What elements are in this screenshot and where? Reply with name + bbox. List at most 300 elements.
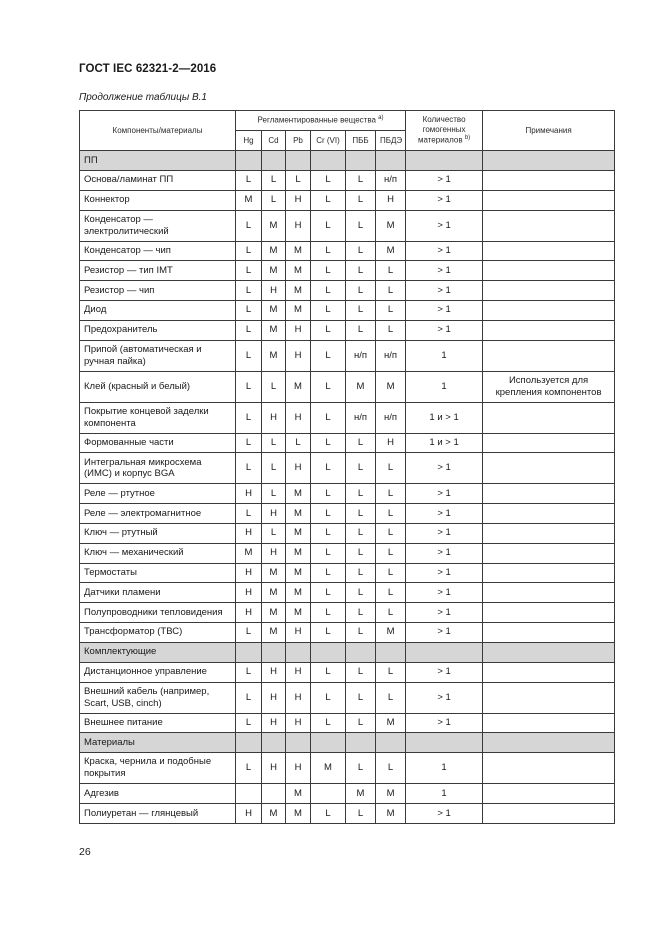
table-row — [80, 453, 615, 484]
component-name: Дистанционное управление — [80, 662, 236, 682]
table-row — [80, 713, 615, 733]
substance-value: M — [376, 371, 406, 402]
row-note — [483, 281, 615, 301]
row-note — [483, 682, 615, 713]
header-substance: ПБДЭ — [376, 131, 406, 151]
substance-value: H — [286, 190, 311, 210]
substance-value: L — [236, 371, 262, 402]
header-quantity-line2: гомогенных — [422, 125, 466, 135]
material-count: > 1 — [406, 453, 483, 484]
component-name: Полупроводники тепловидения — [80, 603, 236, 623]
substance-value: L — [311, 261, 346, 281]
substance-value: L — [311, 583, 346, 603]
header-quantity-line1: Количество — [422, 115, 466, 125]
table-row — [80, 281, 615, 301]
material-count: > 1 — [406, 583, 483, 603]
substance-value: H — [262, 504, 286, 524]
material-count: > 1 — [406, 603, 483, 623]
component-name: Датчики пламени — [80, 583, 236, 603]
substance-value: H — [262, 682, 286, 713]
substance-value: L — [311, 402, 346, 433]
substance-value: M — [286, 603, 311, 623]
substance-value: H — [236, 484, 262, 504]
substance-value: L — [376, 563, 406, 583]
substance-value: M — [346, 784, 376, 804]
substance-value: H — [376, 433, 406, 453]
section-blank-cell — [346, 151, 376, 171]
substance-value: L — [346, 543, 376, 563]
row-note — [483, 504, 615, 524]
substance-value: L — [236, 340, 262, 371]
component-name: Коннектор — [80, 190, 236, 210]
row-note — [483, 171, 615, 191]
component-name: Предохранитель — [80, 320, 236, 340]
substance-value: H — [286, 453, 311, 484]
row-note — [483, 523, 615, 543]
section-blank-cell — [286, 151, 311, 171]
material-count: > 1 — [406, 241, 483, 261]
substance-value: L — [311, 371, 346, 402]
section-blank-cell — [236, 151, 262, 171]
substance-value: L — [236, 402, 262, 433]
section-blank-cell — [311, 642, 346, 662]
substance-value: L — [376, 484, 406, 504]
substance-value: M — [286, 504, 311, 524]
substance-value: L — [376, 453, 406, 484]
substance-value: M — [262, 241, 286, 261]
substance-value: L — [236, 713, 262, 733]
substance-value: H — [286, 340, 311, 371]
section-blank-cell — [376, 642, 406, 662]
substance-value: L — [346, 171, 376, 191]
material-count: > 1 — [406, 804, 483, 824]
table-row — [80, 402, 615, 433]
material-count: 1 и > 1 — [406, 433, 483, 453]
section-blank-cell — [262, 151, 286, 171]
component-name: Припой (автоматическая и ручная пайка) — [80, 340, 236, 371]
substance-value: L — [346, 320, 376, 340]
header-regulated — [236, 111, 406, 131]
component-name: Реле — электромагнитное — [80, 504, 236, 524]
row-note — [483, 713, 615, 733]
substance-value: L — [236, 210, 262, 241]
substance-value: L — [376, 543, 406, 563]
substance-value: M — [311, 753, 346, 784]
table-row — [80, 241, 615, 261]
table-row — [80, 603, 615, 623]
substance-value: H — [286, 622, 311, 642]
substance-value: L — [346, 523, 376, 543]
substance-value: M — [286, 804, 311, 824]
header-regulated-note: a) — [378, 115, 384, 122]
row-note — [483, 543, 615, 563]
section-title: ПП — [80, 151, 236, 171]
material-count: > 1 — [406, 504, 483, 524]
substance-value: L — [346, 261, 376, 281]
substance-value: L — [346, 241, 376, 261]
component-name: Реле — ртутное — [80, 484, 236, 504]
material-count: > 1 — [406, 622, 483, 642]
substance-value: M — [376, 210, 406, 241]
substance-value: L — [311, 504, 346, 524]
substance-value: M — [262, 563, 286, 583]
section-blank-cell — [262, 733, 286, 753]
table-caption: Продолжение таблицы В.1 — [79, 92, 207, 103]
component-name: Ключ — ртутный — [80, 523, 236, 543]
row-note — [483, 662, 615, 682]
substance-value: L — [262, 523, 286, 543]
table-row — [80, 190, 615, 210]
section-blank-cell — [236, 733, 262, 753]
substance-value: L — [346, 682, 376, 713]
section-blank-cell — [311, 733, 346, 753]
substance-value: M — [286, 484, 311, 504]
material-count: 1 — [406, 340, 483, 371]
substance-value: H — [286, 713, 311, 733]
row-note — [483, 784, 615, 804]
row-note — [483, 241, 615, 261]
substance-value: H — [236, 563, 262, 583]
substance-value: L — [311, 300, 346, 320]
material-count: 1 — [406, 784, 483, 804]
header-substance: Hg — [236, 131, 262, 151]
table-row — [80, 261, 615, 281]
substance-value: н/п — [376, 171, 406, 191]
component-name: Ключ — механический — [80, 543, 236, 563]
substance-value: M — [286, 583, 311, 603]
material-count: > 1 — [406, 261, 483, 281]
row-note — [483, 433, 615, 453]
table-row — [80, 433, 615, 453]
material-count: > 1 — [406, 543, 483, 563]
row-note: Используется для крепления компонентов — [483, 371, 615, 402]
section-blank-cell — [406, 151, 483, 171]
substance-value: H — [286, 210, 311, 241]
table-row — [80, 543, 615, 563]
section-row — [80, 642, 615, 662]
table-row — [80, 662, 615, 682]
component-name: Термостаты — [80, 563, 236, 583]
substance-value: L — [236, 261, 262, 281]
substance-value: L — [376, 603, 406, 623]
substance-value: M — [262, 261, 286, 281]
material-count: > 1 — [406, 190, 483, 210]
substance-value: L — [236, 433, 262, 453]
substance-value: H — [236, 523, 262, 543]
component-name: Резистор — тип IMT — [80, 261, 236, 281]
substance-value: L — [346, 753, 376, 784]
header-substance: ПББ — [346, 131, 376, 151]
component-name: Формованные части — [80, 433, 236, 453]
substance-value: H — [262, 543, 286, 563]
substance-value: H — [376, 190, 406, 210]
substance-value: н/п — [376, 340, 406, 371]
table-row — [80, 583, 615, 603]
material-count: > 1 — [406, 662, 483, 682]
substance-value: H — [262, 402, 286, 433]
section-row — [80, 151, 615, 171]
section-blank-cell — [406, 642, 483, 662]
row-note — [483, 583, 615, 603]
material-count: > 1 — [406, 171, 483, 191]
substance-value: н/п — [346, 402, 376, 433]
component-name: Конденсатор — чип — [80, 241, 236, 261]
substance-value: L — [311, 484, 346, 504]
substance-value: L — [346, 190, 376, 210]
substance-value: M — [286, 261, 311, 281]
material-count: 1 и > 1 — [406, 402, 483, 433]
substance-value: L — [236, 682, 262, 713]
component-name: Конденсатор — электролитический — [80, 210, 236, 241]
substance-value: L — [346, 300, 376, 320]
table-row — [80, 622, 615, 642]
substance-value: L — [346, 713, 376, 733]
substance-value: L — [311, 713, 346, 733]
substance-value: L — [311, 563, 346, 583]
section-blank-cell — [346, 733, 376, 753]
section-blank-cell — [311, 151, 346, 171]
material-count: > 1 — [406, 713, 483, 733]
substance-value: L — [376, 523, 406, 543]
substance-value: L — [311, 340, 346, 371]
substance-value: L — [311, 171, 346, 191]
component-name: Клей (красный и белый) — [80, 371, 236, 402]
substance-value — [311, 784, 346, 804]
row-note — [483, 261, 615, 281]
table-body — [80, 151, 615, 824]
substance-value: L — [311, 622, 346, 642]
section-row — [80, 733, 615, 753]
substance-value: M — [346, 371, 376, 402]
substance-value: M — [262, 804, 286, 824]
section-blank-cell — [286, 642, 311, 662]
substance-value: M — [262, 340, 286, 371]
row-note — [483, 563, 615, 583]
substance-value — [236, 784, 262, 804]
row-note — [483, 484, 615, 504]
row-note — [483, 210, 615, 241]
substance-value: L — [311, 523, 346, 543]
table-row — [80, 340, 615, 371]
section-blank-cell — [376, 733, 406, 753]
section-title: Комплектующие — [80, 642, 236, 662]
header-substance: Cd — [262, 131, 286, 151]
table-row — [80, 171, 615, 191]
table-row — [80, 210, 615, 241]
substance-value: L — [311, 241, 346, 261]
row-note — [483, 622, 615, 642]
row-note — [483, 753, 615, 784]
substance-value: M — [286, 241, 311, 261]
table-row — [80, 804, 615, 824]
component-name: Трансформатор (ТВС) — [80, 622, 236, 642]
substance-value: H — [262, 713, 286, 733]
substance-value: L — [236, 662, 262, 682]
substance-value: M — [286, 523, 311, 543]
section-blank-cell — [483, 642, 615, 662]
component-name: Адгезив — [80, 784, 236, 804]
substance-value: M — [286, 784, 311, 804]
substance-value: L — [262, 453, 286, 484]
substance-value: L — [236, 320, 262, 340]
row-note — [483, 402, 615, 433]
substance-value: L — [346, 622, 376, 642]
substance-value: M — [376, 622, 406, 642]
substance-value: M — [262, 320, 286, 340]
section-blank-cell — [346, 642, 376, 662]
section-blank-cell — [483, 733, 615, 753]
substance-value: L — [346, 662, 376, 682]
header-substance: Pb — [286, 131, 311, 151]
substance-value: L — [346, 453, 376, 484]
substance-value: L — [262, 371, 286, 402]
substance-value: L — [262, 484, 286, 504]
component-name: Основа/ламинат ПП — [80, 171, 236, 191]
substance-value: M — [262, 583, 286, 603]
page-number: 26 — [79, 846, 91, 858]
substance-value: L — [311, 662, 346, 682]
header-substance: Cr (VI) — [311, 131, 346, 151]
substance-value: L — [376, 320, 406, 340]
material-count: > 1 — [406, 300, 483, 320]
section-blank-cell — [236, 642, 262, 662]
component-name: Внешнее питание — [80, 713, 236, 733]
substance-value: H — [286, 682, 311, 713]
table-row — [80, 563, 615, 583]
substance-value: L — [311, 804, 346, 824]
component-name: Резистор — чип — [80, 281, 236, 301]
substance-value: H — [262, 753, 286, 784]
substance-value: L — [376, 504, 406, 524]
substance-value: M — [262, 622, 286, 642]
substance-value: L — [311, 433, 346, 453]
component-name: Диод — [80, 300, 236, 320]
substance-value: L — [346, 210, 376, 241]
substance-value: L — [311, 210, 346, 241]
substance-value: L — [236, 241, 262, 261]
row-note — [483, 190, 615, 210]
header-component: Компоненты/материалы — [80, 111, 236, 151]
substance-value: L — [311, 603, 346, 623]
substance-value: L — [346, 583, 376, 603]
substance-value: L — [236, 753, 262, 784]
material-count: > 1 — [406, 563, 483, 583]
section-blank-cell — [376, 151, 406, 171]
substance-value: M — [376, 241, 406, 261]
substance-value: L — [236, 622, 262, 642]
header-notes: Примечания — [483, 111, 615, 151]
substance-value: M — [236, 190, 262, 210]
substance-value: H — [286, 662, 311, 682]
material-count: > 1 — [406, 682, 483, 713]
substance-value: L — [376, 662, 406, 682]
substance-value: L — [236, 453, 262, 484]
table-row — [80, 484, 615, 504]
material-count: > 1 — [406, 210, 483, 241]
substance-value: н/п — [376, 402, 406, 433]
substance-value: L — [376, 261, 406, 281]
substance-value: L — [236, 281, 262, 301]
substance-value: L — [311, 682, 346, 713]
substance-value: H — [286, 320, 311, 340]
substance-value: L — [236, 504, 262, 524]
substance-value: H — [262, 281, 286, 301]
substances-table — [79, 110, 615, 824]
substance-value: L — [311, 281, 346, 301]
substance-value: M — [286, 281, 311, 301]
substance-value: L — [262, 190, 286, 210]
table-row — [80, 682, 615, 713]
substance-value: H — [286, 402, 311, 433]
substance-value: M — [262, 210, 286, 241]
substance-value: L — [286, 433, 311, 453]
substance-value: H — [236, 603, 262, 623]
row-note — [483, 340, 615, 371]
header-quantity — [406, 111, 483, 151]
substance-value: L — [376, 682, 406, 713]
substance-value: L — [376, 281, 406, 301]
substance-value: M — [286, 563, 311, 583]
substance-value: M — [286, 371, 311, 402]
substance-value: L — [346, 484, 376, 504]
component-name: Интегральная микросхема (ИМС) и корпус BGA — [80, 453, 236, 484]
substance-value: L — [262, 171, 286, 191]
component-name: Покрытие концевой заделки компонента — [80, 402, 236, 433]
substance-value: L — [346, 603, 376, 623]
substance-value: L — [236, 171, 262, 191]
substance-value: L — [236, 300, 262, 320]
row-note — [483, 603, 615, 623]
substance-value: L — [286, 171, 311, 191]
substance-value: H — [236, 804, 262, 824]
table-row — [80, 784, 615, 804]
substance-value — [262, 784, 286, 804]
component-name: Внешний кабель (например, Scart, USB, cinch) — [80, 682, 236, 713]
substance-value: L — [311, 453, 346, 484]
section-title: Материалы — [80, 733, 236, 753]
header-regulated-label: Регламентированные вещества — [257, 115, 376, 125]
material-count: > 1 — [406, 523, 483, 543]
table-row — [80, 523, 615, 543]
substance-value: M — [262, 300, 286, 320]
row-note — [483, 320, 615, 340]
substance-value: M — [262, 603, 286, 623]
material-count: 1 — [406, 371, 483, 402]
substance-value: L — [346, 504, 376, 524]
row-note — [483, 300, 615, 320]
section-blank-cell — [406, 733, 483, 753]
section-blank-cell — [483, 151, 615, 171]
section-blank-cell — [286, 733, 311, 753]
table-row — [80, 753, 615, 784]
material-count: 1 — [406, 753, 483, 784]
substance-value: L — [262, 433, 286, 453]
substance-value: M — [286, 300, 311, 320]
substance-value: L — [311, 543, 346, 563]
substance-value: M — [376, 784, 406, 804]
component-name: Краска, чернила и подобные покрытия — [80, 753, 236, 784]
material-count: > 1 — [406, 320, 483, 340]
component-name: Полиуретан — глянцевый — [80, 804, 236, 824]
substance-value: M — [286, 543, 311, 563]
header-quantity-note: b) — [464, 135, 471, 142]
substance-value: н/п — [346, 340, 376, 371]
table-row — [80, 300, 615, 320]
standard-title: ГОСТ IEC 62321-2—2016 — [79, 63, 217, 75]
substance-value: M — [376, 713, 406, 733]
header-quantity-line3: материалов — [417, 135, 463, 145]
substance-value: L — [376, 583, 406, 603]
